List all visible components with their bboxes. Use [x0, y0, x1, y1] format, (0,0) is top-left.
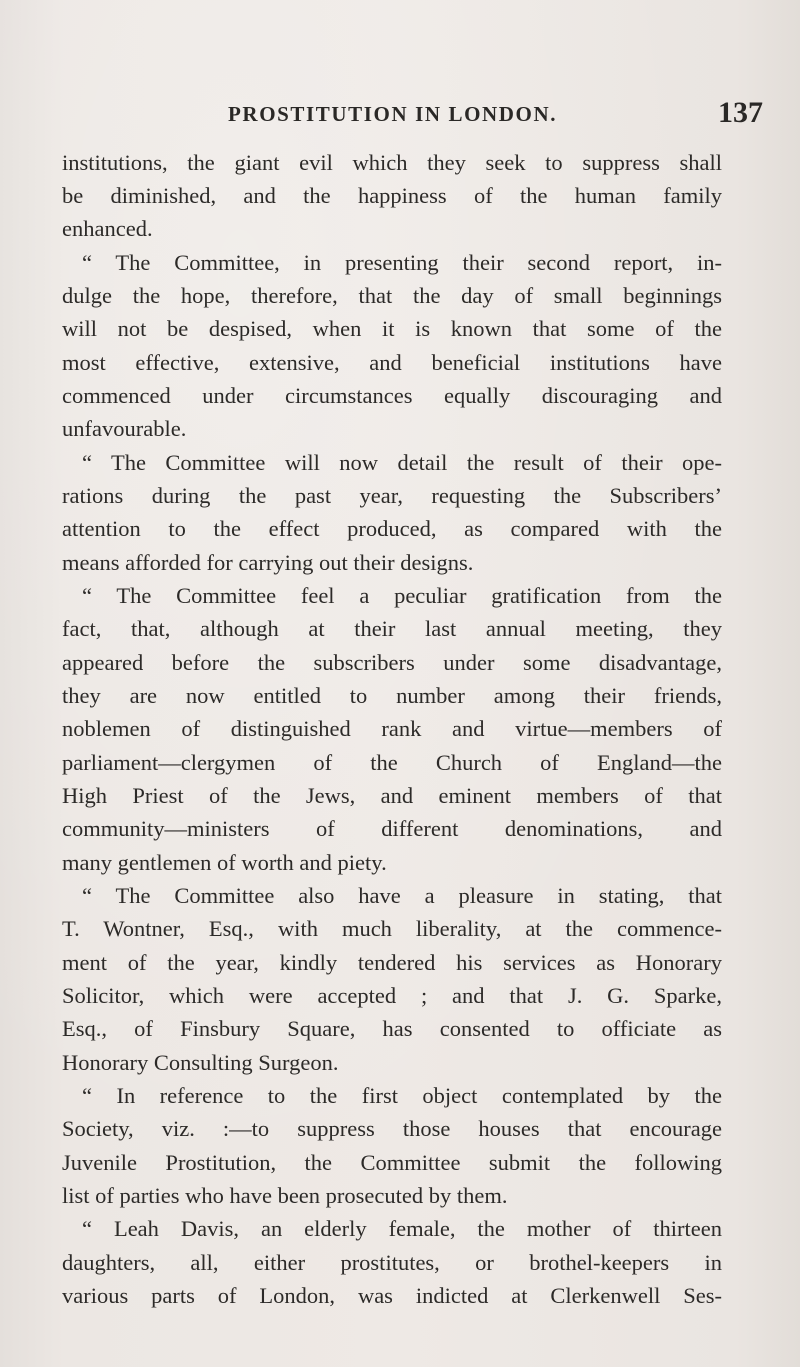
text-line: rations during the past year, requesting the Subscribers’	[62, 483, 722, 508]
text-line: list of parties who have been prosecuted by them.	[62, 1183, 508, 1208]
paragraph-first-line: “ The Committee, in presenting their second report, in-	[82, 250, 722, 275]
text-line: Esq., of Finsbury Square, has consented to officiate as	[62, 1016, 722, 1041]
text-line: Solicitor, which were accepted ; and that J. G. Sparke,	[62, 983, 722, 1008]
text-line: Society, viz. :—to suppress those houses that encourage	[62, 1116, 722, 1141]
text-line: will not be despised, when it is known that some of the	[62, 316, 722, 341]
text-line: they are now entitled to number among their friends,	[62, 683, 722, 708]
text-line: commenced under circumstances equally discouraging and	[62, 383, 722, 408]
text-line: fact, that, although at their last annual meeting, they	[62, 616, 722, 641]
text-line: Honorary Consulting Surgeon.	[62, 1050, 339, 1075]
text-line: dulge the hope, therefore, that the day of small beginnings	[62, 283, 722, 308]
text-line: most effective, extensive, and beneficial institutions have	[62, 350, 722, 375]
text-line: High Priest of the Jews, and eminent members of that	[62, 783, 722, 808]
text-line: be diminished, and the happiness of the human family	[62, 183, 722, 208]
paragraph-first-line: “ In reference to the first object contemplated by the	[82, 1083, 722, 1108]
text-line: daughters, all, either prostitutes, or brothel-keepers in	[62, 1250, 722, 1275]
text-line: noblemen of distinguished rank and virtue—members of	[62, 716, 722, 741]
text-line: various parts of London, was indicted at Clerkenwell Ses-	[62, 1283, 722, 1308]
text-line: Juvenile Prostitution, the Committee submit the following	[62, 1150, 722, 1175]
text-line: ment of the year, kindly tendered his services as Honorary	[62, 950, 722, 975]
text-line: many gentlemen of worth and piety.	[62, 850, 387, 875]
text-line: enhanced.	[62, 216, 153, 241]
text-line: T. Wontner, Esq., with much liberality, at the commence-	[62, 916, 722, 941]
running-title: PROSTITUTION IN LONDON.	[228, 102, 558, 126]
text-line: appeared before the subscribers under some disadvantage,	[62, 650, 722, 675]
text-line: parliament—clergymen of the Church of England—the	[62, 750, 722, 775]
text-line: institutions, the giant evil which they seek to suppress shall	[62, 150, 722, 175]
text-line: means afforded for carrying out their designs.	[62, 550, 474, 575]
text-line: attention to the effect produced, as compared with the	[62, 516, 722, 541]
text-line: unfavourable.	[62, 416, 187, 441]
page-header	[0, 96, 800, 136]
paragraph-first-line: “ The Committee also have a pleasure in stating, that	[82, 883, 722, 908]
paragraph-first-line: “ The Committee feel a peculiar gratification from the	[82, 583, 722, 608]
page-number: 137	[718, 96, 763, 129]
paragraph-first-line: “ The Committee will now detail the result of their ope-	[82, 450, 722, 475]
paragraph-first-line: “ Leah Davis, an elderly female, the mother of thirteen	[82, 1216, 722, 1241]
text-line: community—ministers of different denominations, and	[62, 816, 722, 841]
